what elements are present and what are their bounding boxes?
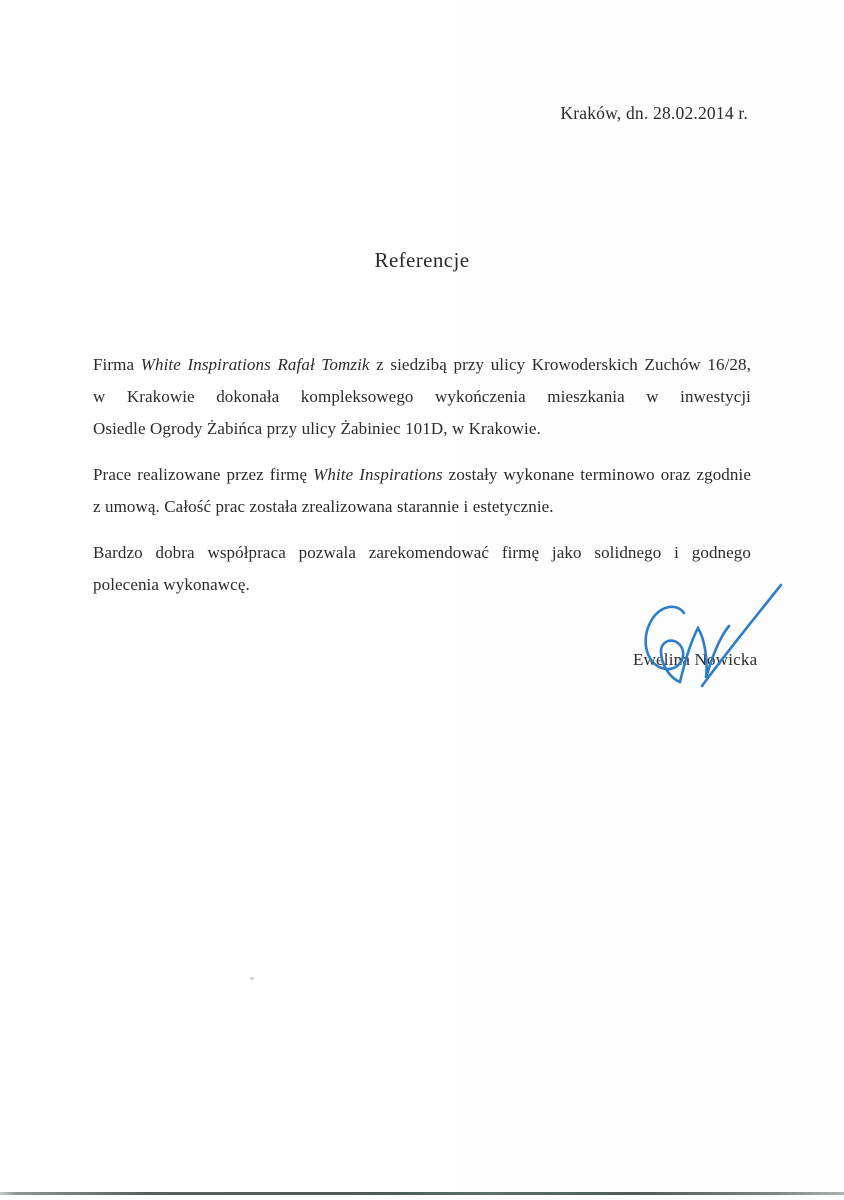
text-line: [93, 537, 751, 569]
letter-body: [93, 349, 751, 601]
text-segment: Prace realizowane przez firmę: [93, 465, 314, 484]
text-segment: Osiedle Ogrody Żabińca przy ulicy Żabiniec 101D, w Krakowie.: [93, 419, 541, 438]
letter-title: Referencje: [374, 248, 470, 272]
text-segment: Firma: [93, 355, 141, 374]
text-segment: z siedzibą przy ulicy Krowoderskich Zuchów 16/28,: [369, 355, 751, 374]
signature-initial-n-stroke: [680, 626, 729, 682]
scan-artifact-speck: [250, 977, 254, 980]
paragraph: [93, 349, 751, 445]
company-name-italic: White Inspirations: [313, 465, 443, 484]
text-segment: polecenia wykonawcę.: [93, 575, 250, 594]
text-line: [93, 491, 751, 523]
paragraph: [93, 459, 751, 523]
text-line: [93, 381, 751, 413]
text-segment: zostały wykonane terminowo oraz zgodnie: [442, 465, 751, 484]
signatory-name: Ewelina Nowicka: [633, 650, 758, 669]
text-segment: z umową. Całość prac została zrealizowana starannie i estetycznie.: [93, 497, 554, 516]
text-segment: Bardzo dobra współpraca pozwala zarekomendować firmę jako solidnego i godnego: [93, 543, 751, 562]
text-line: [93, 459, 751, 491]
text-line: [93, 413, 751, 445]
text-segment: w Krakowie dokonała kompleksowego wykończenia mieszkania w inwestycji: [93, 387, 751, 406]
handwritten-signature: [628, 577, 790, 703]
scan-artifact-line: [0, 1192, 844, 1195]
signature-flourish-stroke: [702, 585, 781, 686]
signature-initial-e-stroke: [646, 607, 684, 682]
date-line: Kraków, dn. 28.02.2014 r.: [560, 103, 748, 123]
text-line: [93, 349, 751, 381]
company-name-italic: White Inspirations Rafał Tomzik: [140, 355, 370, 374]
